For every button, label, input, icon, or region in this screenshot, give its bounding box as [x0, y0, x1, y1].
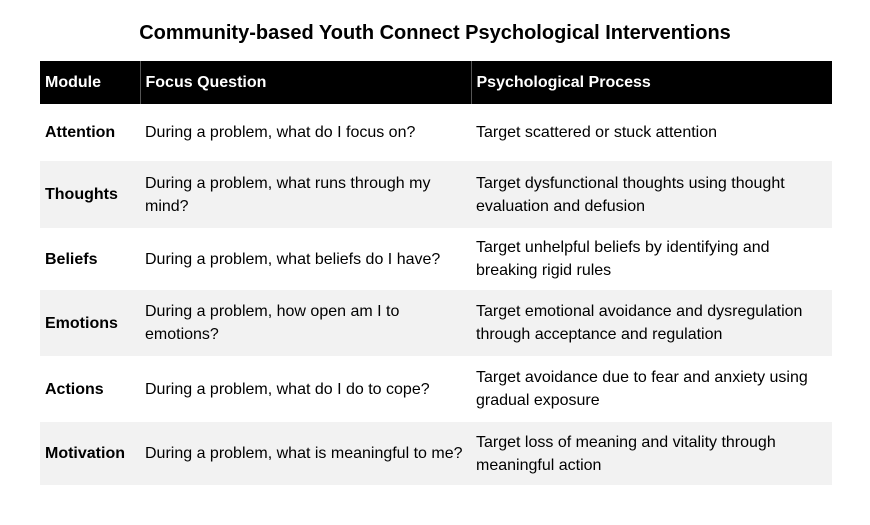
module-cell: Actions [45, 380, 104, 398]
module-cell: Beliefs [45, 250, 98, 268]
focus-question-cell: During a problem, what runs through my mind? [145, 174, 431, 215]
focus-question-cell: During a problem, what beliefs do I have? [145, 250, 441, 268]
focus-question-cell: During a problem, what is meaningful to me? [145, 445, 463, 462]
process-cell: Target avoidance due to fear and anxiety using gradual exposure [476, 369, 808, 409]
module-cell: Attention [45, 124, 116, 141]
table-row [40, 104, 832, 161]
header-psychological-process: Psychological Process [471, 61, 832, 104]
module-cell: Thoughts [45, 186, 118, 203]
table-row [40, 228, 832, 290]
table-row [40, 422, 832, 485]
table-header-row [40, 61, 832, 104]
focus-question-cell: During a problem, what do I do to cope? [145, 380, 430, 398]
module-cell: Motivation [45, 445, 125, 462]
module-cell: Emotions [45, 314, 118, 332]
process-cell: Target emotional avoidance and dysregulation through acceptance and regulation [476, 303, 803, 343]
table-row [40, 161, 832, 228]
header-module: Module [45, 74, 101, 91]
process-cell: Target scattered or stuck attention [476, 124, 718, 141]
interventions-table [40, 61, 832, 485]
process-cell: Target unhelpful beliefs by identifying and breaking rigid rules [476, 239, 770, 279]
focus-question-cell: During a problem, how open am I to emotions? [145, 303, 400, 343]
page-title: Community-based Youth Connect Psychological Interventions [139, 22, 731, 44]
table-row [40, 356, 832, 422]
header-focus-question: Focus Question [140, 61, 471, 104]
process-cell: Target dysfunctional thoughts using thought evaluation and defusion [476, 174, 785, 215]
process-cell: Target loss of meaning and vitality through meaningful action [476, 433, 776, 474]
table-row [40, 290, 832, 356]
focus-question-cell: During a problem, what do I focus on? [145, 124, 416, 141]
